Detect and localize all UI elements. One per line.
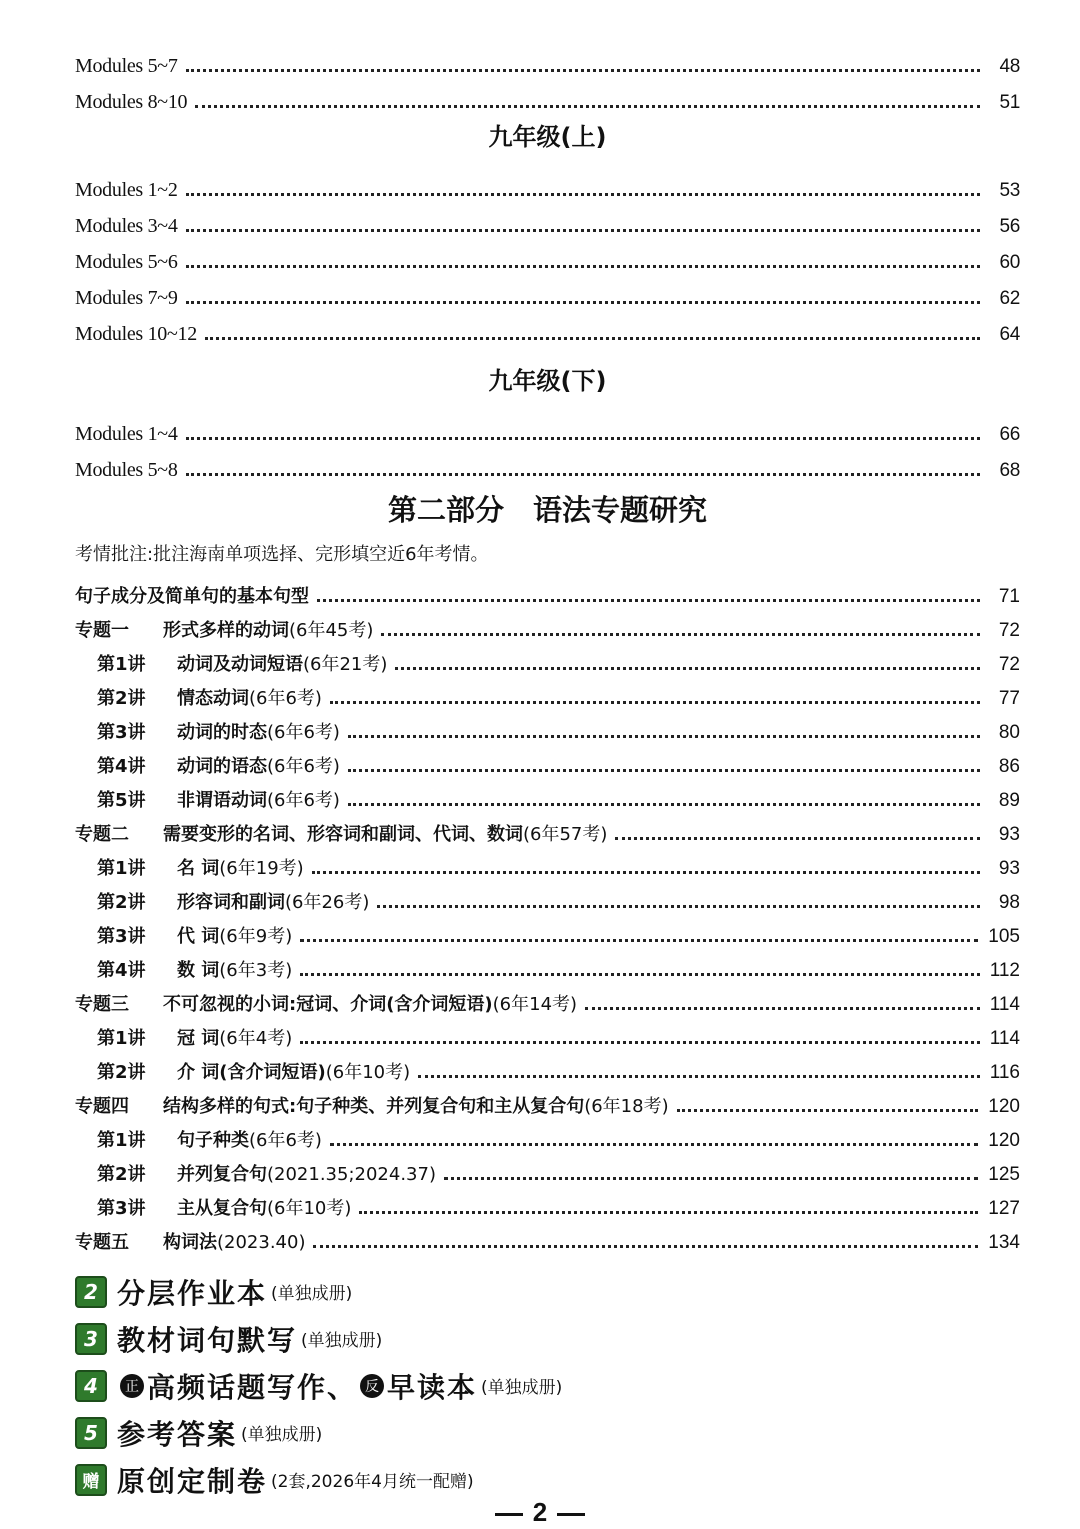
entry-tag: 专题五 [75,1232,129,1253]
dot-leader [359,1211,978,1214]
entry-page: 48 [999,56,1020,77]
supplement-note: (单独成册) [301,1331,383,1351]
entry-label: Modules 7~9 [75,287,178,309]
entry-label [97,656,387,674]
entry-tag: 专题二 [75,824,129,845]
entry-title: 主从复合句 [177,1198,267,1219]
entry-page: 98 [998,892,1020,913]
entry-page: 53 [999,180,1020,201]
entry-label [97,894,369,912]
entry-count: (6年19考) [219,858,304,879]
topic-entry[interactable] [75,1218,1020,1252]
supplement-item[interactable] [75,1456,562,1503]
entry-page: 120 [988,1130,1020,1151]
toc-entry[interactable] [75,272,1020,308]
dot-leader [186,301,980,304]
number-badge-icon: 3 [75,1323,107,1355]
supplement-title: 分层作业本 [117,1276,268,1310]
fan-circle-icon: 反 [360,1374,384,1398]
entry-count: (6年26考) [285,892,370,913]
dot-leader [186,265,980,268]
topic-entry[interactable] [75,810,1020,844]
entry-count: (6年4考) [219,1028,293,1049]
dot-leader [312,871,980,874]
dot-leader [348,803,980,806]
lecture-entry[interactable] [75,1184,1020,1218]
dot-leader [377,905,980,908]
entry-label [97,1200,351,1218]
supplement-note: (单独成册) [481,1378,563,1398]
entry-tag: 第2讲 [97,1164,146,1185]
supplement-item[interactable] [75,1315,562,1362]
entry-title: 结构多样的句式:句子种类、并列复合句和主从复合句 [163,1096,585,1117]
lecture-entry[interactable] [75,708,1020,742]
entry-label [97,690,322,708]
lecture-entry[interactable] [75,844,1020,878]
entry-page: 116 [989,1062,1020,1083]
entry-label [97,724,340,742]
dash-right [557,1513,585,1516]
supplement-item[interactable] [75,1409,562,1456]
grammar-toc [75,572,1020,1252]
dot-leader [395,667,980,670]
toc-entry[interactable] [75,40,1020,76]
dot-leader [195,105,980,108]
entry-label: Modules 3~4 [75,215,178,237]
entry-count: (6年6考) [267,722,340,743]
entry-page: 134 [988,1232,1020,1253]
entry-tag: 专题三 [75,994,129,1015]
dot-leader [317,599,980,602]
entry-label [75,1098,669,1116]
entry-page: 93 [998,824,1020,845]
entry-page: 68 [999,460,1020,481]
entry-label [97,928,292,946]
exam-note: 考情批注:批注海南单项选择、完形填空近6年考情。 [75,544,489,565]
entry-page: 114 [989,1028,1020,1049]
entry-title: 形式多样的动词 [163,620,289,641]
entry-label [97,1166,436,1184]
toc-entry[interactable] [75,76,1020,112]
entry-tag: 第2讲 [97,892,146,913]
entry-page: 71 [998,586,1020,607]
entry-label [75,826,607,844]
entry-page: 72 [998,654,1020,675]
grade-heading: 九年级(下) [488,367,607,395]
entry-page: 105 [988,926,1020,947]
entry-label: Modules 5~6 [75,251,178,273]
entry-tag: 第3讲 [97,722,146,743]
dot-leader [186,437,980,440]
toc-page [75,40,1020,1252]
supplement-note: (2套,2026年4月统一配赠) [271,1472,474,1492]
grade-heading: 九年级(上) [488,123,607,151]
dot-leader [205,337,980,340]
dot-leader [330,1143,978,1146]
dash-left [495,1513,523,1516]
lecture-entry[interactable] [75,1014,1020,1048]
entry-tag: 第1讲 [97,654,146,675]
entry-tag: 专题一 [75,620,129,641]
dot-leader [186,193,980,196]
dot-leader [186,229,980,232]
entry-page: 80 [998,722,1020,743]
gift-badge-icon: 赠 [75,1464,107,1496]
entry-label: Modules 5~7 [75,55,178,77]
number-badge-icon: 2 [75,1276,107,1308]
entry-label [97,758,340,776]
supplement-title: 原创定制卷 [117,1464,268,1498]
lecture-entry[interactable] [75,1116,1020,1150]
entry-count: (6年21考) [303,654,388,675]
entry-page: 120 [988,1096,1020,1117]
entry-tag: 第2讲 [97,688,146,709]
lecture-entry[interactable] [75,674,1020,708]
entry-tag: 第3讲 [97,1198,146,1219]
entry-tag: 专题四 [75,1096,129,1117]
page-number [0,1497,1080,1528]
supplement-title: 高频话题写作、 [147,1370,358,1404]
entry-page: 125 [988,1164,1020,1185]
entry-count: (6年18考) [584,1096,669,1117]
entry-title: 并列复合句 [177,1164,267,1185]
entry-title: 动词的时态 [177,722,267,743]
number-badge-icon: 5 [75,1417,107,1449]
entry-title: 数 词 [177,960,220,981]
supplement-item[interactable] [75,1362,562,1409]
dot-leader [300,939,978,942]
entry-title: 情态动词 [177,688,249,709]
dot-leader [348,769,980,772]
entry-count: (6年45考) [289,620,374,641]
entry-page: 89 [998,790,1020,811]
part-heading: 第二部分 语法专题研究 [387,493,707,527]
entry-count: (6年6考) [267,756,340,777]
entry-label: Modules 1~2 [75,179,178,201]
dot-leader [330,701,980,704]
lecture-entry[interactable] [75,1048,1020,1082]
entry-title: 需要变形的名词、形容词和副词、代词、数词 [163,824,523,845]
lecture-entry[interactable] [75,912,1020,946]
entry-page: 62 [999,288,1020,309]
dot-leader [444,1177,978,1180]
lecture-entry[interactable] [75,878,1020,912]
entry-label: Modules 8~10 [75,91,188,113]
entry-label [97,792,340,810]
dot-leader [186,69,980,72]
entry-title: 形容词和副词 [177,892,285,913]
entry-title: 句子成分及简单句的基本句型 [75,586,309,607]
toc-entry[interactable] [75,200,1020,236]
entry-title: 不可忽视的小词:冠词、介词(含介词短语) [163,994,493,1015]
entry-page: 56 [999,216,1020,237]
dot-leader [585,1007,980,1010]
entry-label: Modules 10~12 [75,323,197,345]
entry-label [97,1132,322,1150]
entry-page: 72 [998,620,1020,641]
dot-leader [677,1109,979,1112]
entry-label [75,588,309,606]
entry-count: (6年57考) [523,824,608,845]
entry-tag: 第1讲 [97,1028,146,1049]
dot-leader [418,1075,980,1078]
entry-page: 66 [999,424,1020,445]
entry-title: 动词的语态 [177,756,267,777]
entry-count: (6年6考) [249,688,322,709]
entry-count: (2021.35;2024.37) [267,1164,436,1185]
entry-count: (6年14考) [492,994,578,1015]
supplement-item[interactable] [75,1268,562,1315]
entry-title: 冠 词 [177,1028,220,1049]
entry-page: 86 [998,756,1020,777]
entry-label [75,996,577,1014]
topic-entry[interactable] [75,980,1020,1014]
entry-page: 112 [989,960,1020,981]
dot-leader [300,973,979,976]
entry-tag: 第1讲 [97,1130,146,1151]
supplement-title: 教材词句默写 [117,1323,298,1357]
entry-page: 93 [998,858,1020,879]
entry-title: 代 词 [177,926,220,947]
entry-title: 构词法 [163,1232,217,1253]
entry-title: 句子种类 [177,1130,249,1151]
entry-tag: 第3讲 [97,926,146,947]
entry-label [75,1234,305,1252]
topic-entry[interactable] [75,572,1020,606]
entry-count: (6年9考) [219,926,293,947]
entry-count: (6年6考) [267,790,340,811]
entry-label [97,1030,292,1048]
supplement-note: (单独成册) [271,1284,353,1304]
lecture-entry[interactable] [75,1150,1020,1184]
entry-page: 114 [989,994,1020,1015]
lecture-entry[interactable] [75,776,1020,810]
lecture-entry[interactable] [75,640,1020,674]
entry-page: 77 [998,688,1020,709]
supplements-list [75,1268,562,1503]
entry-label: Modules 5~8 [75,459,178,481]
entry-count: (6年10考) [325,1062,411,1083]
dot-leader [300,1041,979,1044]
entry-title: 名 词 [177,858,220,879]
entry-tag: 第4讲 [97,960,146,981]
entry-label [75,622,373,640]
dot-leader [615,837,980,840]
dot-leader [186,473,980,476]
entry-title: 介 词(含介词短语) [177,1062,326,1083]
entry-tag: 第1讲 [97,858,146,879]
entry-tag: 第5讲 [97,790,146,811]
entry-label: Modules 1~4 [75,423,178,445]
toc-entry[interactable] [75,308,1020,344]
supplement-title: 参考答案 [117,1417,238,1451]
zheng-circle-icon: 正 [120,1374,144,1398]
toc-entry[interactable] [75,444,1020,480]
entry-count: (2023.40) [217,1232,306,1253]
entry-count: (6年10考) [267,1198,352,1219]
entry-page: 60 [999,252,1020,273]
toc-entry[interactable] [75,236,1020,272]
supplement-note: (单独成册) [241,1425,323,1445]
entry-label [97,1064,410,1082]
toc-entry[interactable] [75,408,1020,444]
entry-title: 非谓语动词 [177,790,267,811]
entry-page: 51 [999,92,1020,113]
toc-entry[interactable] [75,164,1020,200]
dot-leader [348,735,980,738]
entry-tag: 第4讲 [97,756,146,777]
topic-entry[interactable] [75,606,1020,640]
lecture-entry[interactable] [75,946,1020,980]
supplement-title-2: 早读本 [387,1370,478,1404]
lecture-entry[interactable] [75,742,1020,776]
page-number-value: 2 [532,1497,548,1527]
entry-count: (6年3考) [219,960,293,981]
entry-title: 动词及动词短语 [177,654,303,675]
entry-count: (6年6考) [249,1130,322,1151]
number-badge-icon: 4 [75,1370,107,1402]
dot-leader [313,1245,978,1248]
entry-page: 127 [988,1198,1020,1219]
entry-label [97,962,292,980]
entry-tag: 第2讲 [97,1062,146,1083]
entry-label [97,860,304,878]
entry-page: 64 [999,324,1020,345]
dot-leader [381,633,980,636]
topic-entry[interactable] [75,1082,1020,1116]
